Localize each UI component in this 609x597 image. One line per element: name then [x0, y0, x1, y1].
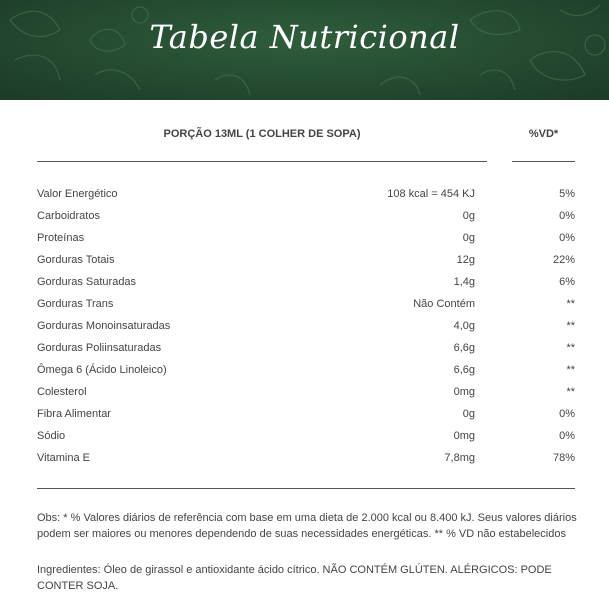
nutrient-daily-value: 0%	[559, 232, 575, 244]
nutrient-name: Sódio	[37, 430, 66, 442]
nutrient-name: Fibra Alimentar	[37, 408, 111, 420]
table-row	[0, 336, 609, 358]
table-row	[0, 314, 609, 336]
nutrient-name: Proteínas	[37, 232, 85, 244]
page-title: Tabela Nutricional	[149, 18, 460, 56]
nutrient-daily-value: **	[566, 386, 575, 398]
table-row	[0, 424, 609, 446]
table-row	[0, 358, 609, 380]
nutrient-daily-value: 6%	[559, 276, 575, 288]
nutrient-name: Carboidratos	[37, 210, 100, 222]
nutrient-amount: 0g	[462, 232, 475, 244]
nutrient-name: Gorduras Saturadas	[37, 276, 137, 288]
nutrient-daily-value: 5%	[559, 188, 575, 200]
nutrient-daily-value: **	[566, 364, 575, 376]
nutrient-amount: 6,6g	[453, 364, 475, 376]
nutrient-daily-value: 22%	[552, 254, 575, 266]
table-row	[0, 446, 609, 468]
nutrient-daily-value: **	[566, 298, 575, 310]
vd-header: %VD*	[528, 128, 559, 140]
nutrient-daily-value: 0%	[559, 408, 575, 420]
header-banner	[0, 0, 609, 100]
nutrient-daily-value: 0%	[559, 430, 575, 442]
table-row	[0, 204, 609, 226]
nutrient-name: Gorduras Poliinsaturadas	[37, 342, 162, 354]
nutrient-name: Vitamina E	[37, 452, 90, 464]
observation-note: Obs: * % Valores diários de referência com base em uma dieta de 2.000 kcal ou 8.400 kJ. Seus valores diários podem ser maiores ou menores dependendo de suas necessidades energéticas. ** % VD não estabelecidos	[37, 512, 577, 540]
nutrient-amount: 0g	[462, 408, 475, 420]
table-row	[0, 270, 609, 292]
nutrient-amount: Não Contém	[413, 298, 475, 310]
nutrient-name: Gorduras Totais	[37, 254, 115, 266]
nutrient-amount: 108 kcal = 454 KJ	[387, 188, 475, 200]
nutrient-daily-value: **	[566, 320, 575, 332]
nutrient-amount: 0mg	[453, 430, 475, 442]
portion-header: PORÇÃO 13ML (1 COLHER DE SOPA)	[163, 128, 361, 140]
nutrient-amount: 0mg	[453, 386, 475, 398]
nutrient-amount: 6,6g	[453, 342, 475, 354]
nutrient-amount: 7,8mg	[444, 452, 475, 464]
nutrient-name: Gorduras Trans	[37, 298, 114, 310]
nutrient-name: Valor Energético	[37, 188, 118, 200]
table-row	[0, 292, 609, 314]
table-row	[0, 248, 609, 270]
nutrition-table	[0, 182, 609, 468]
nutrient-amount: 12g	[456, 254, 475, 266]
table-bottom-divider	[37, 488, 575, 489]
table-row	[0, 402, 609, 424]
table-row	[0, 226, 609, 248]
nutrient-daily-value: 78%	[552, 452, 575, 464]
table-row	[0, 182, 609, 204]
ingredients-note: Ingredientes: Óleo de girassol e antioxidante ácido cítrico. NÃO CONTÉM GLÚTEN. ALÉRGICOS: PODE CONTER SOJA.	[37, 564, 552, 592]
nutrient-amount: 1,4g	[453, 276, 475, 288]
nutrient-amount: 4,0g	[453, 320, 475, 332]
nutrient-name: Colesterol	[37, 386, 87, 398]
nutrient-daily-value: 0%	[559, 210, 575, 222]
vd-header-divider	[512, 161, 575, 162]
nutrient-daily-value: **	[566, 342, 575, 354]
table-row	[0, 380, 609, 402]
nutrient-name: Ômega 6 (Ácido Linoleico)	[37, 364, 167, 376]
nutrient-name: Gorduras Monoinsaturadas	[37, 320, 171, 332]
nutrient-amount: 0g	[462, 210, 475, 222]
header-divider	[37, 161, 487, 162]
